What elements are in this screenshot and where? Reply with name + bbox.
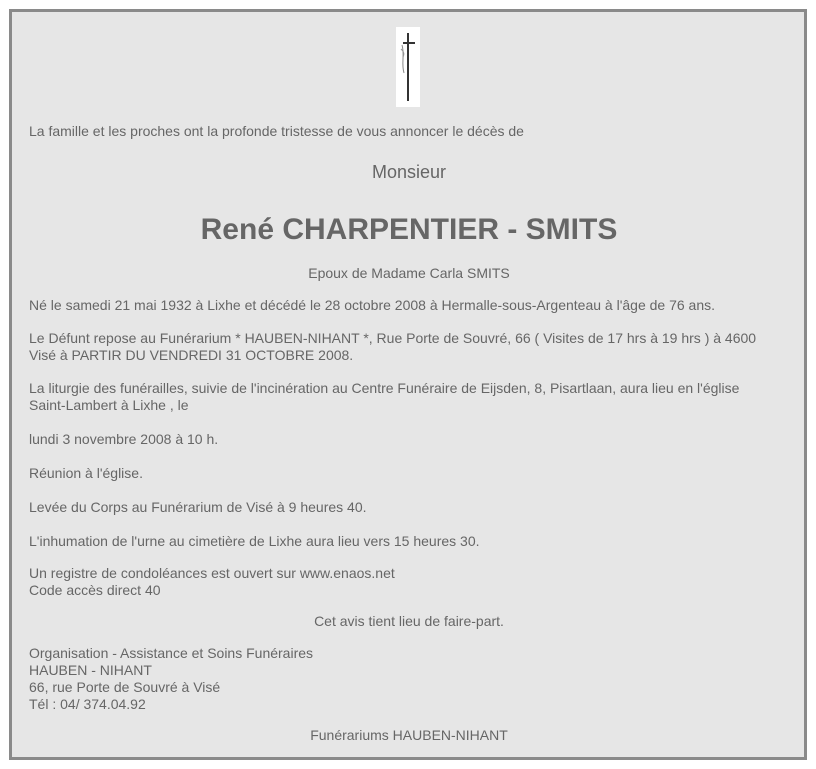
liturgy-text: La liturgie des funérailles, suivie de l'incinération au Centre Funéraire de Eijsden, 8, Pisartlaan, aura lieu en l'église Saint-Lambert à Lixhe , le <box>29 380 740 413</box>
repose-text: Le Défunt repose au Funérarium * HAUBEN-NIHANT *, Rue Porte de Souvré, 66 ( Visites de 17 hrs à 19 hrs ) à 4600 Visé à PARTIR DU VENDREDI 31 OCTOBRE 2008. <box>29 330 757 363</box>
cross-icon <box>396 27 420 107</box>
inhumation-text: L'inhumation de l'urne au cimetière de Lixhe aura lieu vers 15 heures 30. <box>29 533 480 549</box>
deceased-name: René CHARPENTIER - SMITS <box>200 213 618 246</box>
ceremony-date: lundi 3 novembre 2008 à 10 h. <box>29 431 219 447</box>
death-notice-card <box>9 9 807 760</box>
honorific: Monsieur <box>371 162 447 182</box>
footer-text: Funérariums HAUBEN-NIHANT <box>310 727 508 743</box>
registry-text: Un registre de condoléances est ouvert sur www.enaos.net Code accès direct 40 <box>29 565 395 598</box>
intro-text: La famille et les proches ont la profonde tristesse de vous annoncer le décès de <box>29 123 524 139</box>
notice-text: Cet avis tient lieu de faire-part. <box>314 613 504 629</box>
meeting-text: Réunion à l'église. <box>29 465 143 481</box>
organisation-block: Organisation - Assistance et Soins Funéraires HAUBEN - NIHANT 66, rue Porte de Souvré à Visé Tél : 04/ 374.04.92 <box>29 645 314 712</box>
spouse-text: Epoux de Madame Carla SMITS <box>308 265 510 281</box>
levee-text: Levée du Corps au Funérarium de Visé à 9 heures 40. <box>29 499 367 515</box>
birth-death-text: Né le samedi 21 mai 1932 à Lixhe et décédé le 28 octobre 2008 à Hermalle-sous-Argenteau à l'âge de 76 ans. <box>29 297 715 313</box>
